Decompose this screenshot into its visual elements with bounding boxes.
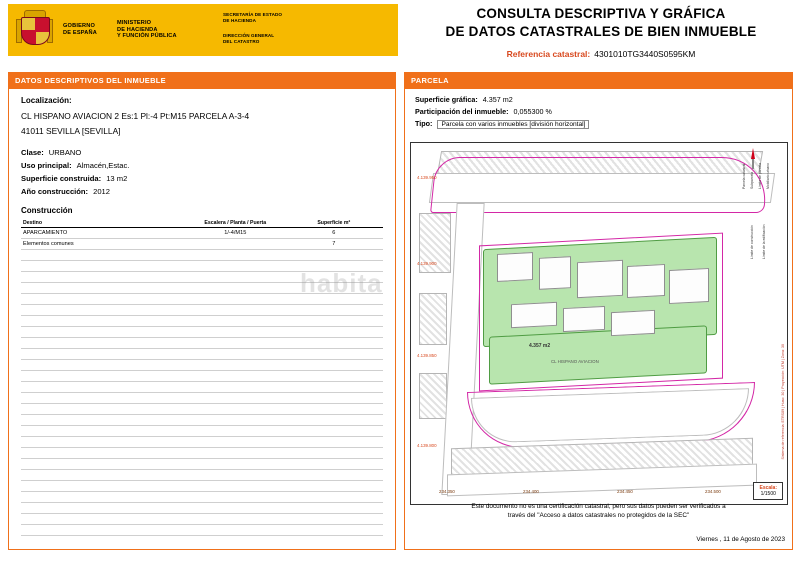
table-row-empty [21,415,383,426]
cell-escalera [186,294,284,305]
cell-destino: APARCAMIENTO [21,228,186,239]
cell-destino [21,514,186,525]
cell-destino [21,327,186,338]
cell-superficie [285,437,383,448]
map-scale-value: 1/1500 [760,490,776,497]
cell-superficie: 7 [285,239,383,250]
cell-superficie [285,448,383,459]
construction-title: Construcción [21,206,73,215]
table-row [21,228,383,239]
table-row-empty [21,481,383,492]
table-row-empty [21,371,383,382]
cell-superficie [285,327,383,338]
address-line-2: 41011 SEVILLA [SEVILLA] [21,126,121,136]
field-superficie-grafica: Superficie gráfica: 4.357 m2 [415,95,513,104]
government-label: GOBIERNO DE ESPAÑA [63,23,98,36]
cell-destino [21,437,186,448]
map-boundary-magenta-parcel [479,233,723,392]
cell-destino [21,481,186,492]
location-label: Localización: [21,96,72,105]
cell-escalera [186,338,284,349]
cell-destino [21,426,186,437]
cell-escalera [186,305,284,316]
table-row-empty [21,503,383,514]
cell-escalera [186,492,284,503]
field-ano-construccion: Año construcción: 2012 [21,187,110,196]
cell-superficie [285,470,383,481]
cell-escalera [186,437,284,448]
cell-escalera: 1/-4/M15 [186,228,284,239]
cell-escalera [186,426,284,437]
legend-item-4: Límite de construcción [750,225,754,259]
map-area-label: 4.357 m2 [529,343,551,349]
cell-superficie: 6 [285,228,383,239]
cell-escalera [186,327,284,338]
watermark: habita [300,268,383,298]
table-row-empty [21,305,383,316]
map-projection-note: Sistema de referencia: ETRS89 | Huso: 30 | Proyección: UTM | Zona: 30 [781,343,785,459]
document-date: Viernes , 11 de Agosto de 2023 [696,536,785,543]
field-superficie-construida: Superficie construida: 13 m2 [21,174,128,183]
col-header-destino: Destino [21,219,186,228]
footnote-line-2: través del "Acceso a datos catastrales no protegidos de la SEC" [507,512,690,520]
map-xlabel-2: 234.450 [617,489,633,494]
map-street-label: CL HISPANO AVIACION [551,359,599,364]
cell-destino [21,404,186,415]
cell-superficie [285,250,383,261]
cell-superficie [285,283,383,294]
cell-escalera [186,459,284,470]
cell-escalera [186,514,284,525]
parcel-content [405,89,792,129]
cell-superficie [285,503,383,514]
table-row-empty [21,470,383,481]
cell-superficie [285,514,383,525]
table-row-empty [21,393,383,404]
ministry-label: MINISTERIO DE HACIENDA Y FUNCIÓN PÚBLICA [117,19,177,40]
cell-escalera [186,393,284,404]
table-row-empty [21,283,383,294]
cell-superficie [285,382,383,393]
table-row-empty [21,316,383,327]
cell-destino [21,470,186,481]
cell-superficie [285,415,383,426]
cell-destino [21,503,186,514]
cell-superficie [285,261,383,272]
cell-superficie [285,393,383,404]
section-title-parcel: PARCELA [405,73,792,89]
cell-superficie [285,481,383,492]
cell-destino [21,525,186,536]
table-header-row [21,219,383,228]
cell-destino [21,250,186,261]
cell-destino [21,261,186,272]
table-row-empty [21,404,383,415]
map-legend [744,149,784,449]
property-content [9,89,395,536]
cell-superficie [285,349,383,360]
panel-parcel [404,72,793,550]
cell-escalera [186,503,284,514]
cell-superficie [285,305,383,316]
address-line-1: CL HISPANO AVIACION 2 Es:1 Pl:-4 Pt:M15 PARCELA A-3-4 [21,111,250,121]
cell-escalera [186,250,284,261]
section-title-property: DATOS DESCRIPTIVOS DEL INMUEBLE [9,73,395,89]
map-footnote [410,502,787,521]
cell-destino [21,294,186,305]
document-title: CONSULTA DESCRIPTIVA Y GRÁFICA DE DATOS CATASTRALES DE BIEN INMUEBLE Referencia catastral: 4301010TG3440S0595KM [405,5,797,59]
cell-destino [21,448,186,459]
cell-destino [21,360,186,371]
table-row-empty [21,382,383,393]
construction-table [21,219,383,536]
cell-destino [21,338,186,349]
cell-escalera [186,404,284,415]
secretariat-label: SECRETARÍA DE ESTADO DE HACIENDA DIRECCIÓN GENERAL DEL CATASTRO [223,12,283,44]
table-row-empty [21,426,383,437]
cell-destino [21,283,186,294]
cell-superficie [285,360,383,371]
legend-item-3: Mobiliario urbano [766,162,770,189]
map-canvas [411,143,787,504]
table-row [21,239,383,250]
cell-superficie [285,525,383,536]
cell-superficie [285,294,383,305]
table-row-empty [21,272,383,283]
spain-coat-of-arms-icon [14,8,56,52]
table-row-empty [21,514,383,525]
cell-superficie [285,426,383,437]
cell-destino [21,415,186,426]
panel-property-data [8,72,396,550]
col-header-escalera: Escalera / Planta / Puerta [186,219,284,228]
cell-escalera [186,239,284,250]
cell-destino [21,492,186,503]
field-clase: Clase: URBANO [21,148,82,157]
cell-superficie [285,272,383,283]
table-row-empty [21,261,383,272]
cell-destino [21,382,186,393]
cell-escalera [186,415,284,426]
cell-escalera [186,349,284,360]
legend-item-5: Límite de la edificación [762,224,766,259]
field-uso-principal: Uso principal: Almacén,Estac. [21,161,130,170]
table-row-empty [21,338,383,349]
cell-escalera [186,316,284,327]
table-row-empty [21,360,383,371]
cell-destino [21,305,186,316]
map-xlabel-3: 234.500 [705,489,721,494]
cell-superficie [285,316,383,327]
table-row-empty [21,250,383,261]
map-xlabel-0: 234.350 [439,489,455,494]
cell-escalera [186,272,284,283]
cell-superficie [285,492,383,503]
cell-destino [21,316,186,327]
cell-destino [21,349,186,360]
table-row-empty [21,437,383,448]
table-row-empty [21,459,383,470]
cell-superficie [285,404,383,415]
map-hatch-left-2 [419,293,447,345]
map-ylabel-2: 4.139.850 [417,353,437,358]
table-row-empty [21,525,383,536]
field-tipo: Tipo: Parcela con varios inmuebles [división horizontal] [415,119,784,129]
cell-destino [21,272,186,283]
legend-item-0: Parcela catastral [742,163,746,189]
map-hatch-left-3 [419,373,447,419]
cell-destino [21,371,186,382]
cell-escalera [186,360,284,371]
cell-destino: Elementos comunes [21,239,186,250]
map-ylabel-1: 4.139.900 [417,261,437,266]
cell-destino [21,393,186,404]
map-ylabel-0: 4.139.950 [417,175,437,180]
table-row-empty [21,349,383,360]
cell-escalera [186,525,284,536]
table-row-empty [21,448,383,459]
cell-destino [21,459,186,470]
map-xlabel-1: 234.400 [523,489,539,494]
map-ylabel-3: 4.139.800 [417,443,437,448]
map-scale-box [753,482,783,501]
legend-item-1: Subparcela [750,171,754,189]
cell-superficie [285,338,383,349]
cell-escalera [186,261,284,272]
legend-item-2: Límite de parcela [758,162,762,189]
cell-escalera [186,481,284,492]
document-header [0,0,800,62]
table-row-empty [21,294,383,305]
field-participacion: Participación del inmueble: 0,055300 % [415,107,552,116]
cadastral-reference: Referencia catastral: 4301010TG3440S0595KM [506,49,696,60]
cell-escalera [186,448,284,459]
cell-escalera [186,470,284,481]
cell-escalera [186,283,284,294]
government-banner [8,4,398,56]
cell-superficie [285,371,383,382]
footnote-line-1: Este documento no es una certificación catastral, pero sus datos pueden ser verificados a [471,502,726,510]
table-row-empty [21,327,383,338]
cadastral-map[interactable] [410,142,788,505]
map-scale-label: Escala: [759,484,777,491]
cell-escalera [186,371,284,382]
col-header-superficie: Superficie m² [285,219,383,228]
cell-escalera [186,382,284,393]
cell-superficie [285,459,383,470]
table-row-empty [21,492,383,503]
